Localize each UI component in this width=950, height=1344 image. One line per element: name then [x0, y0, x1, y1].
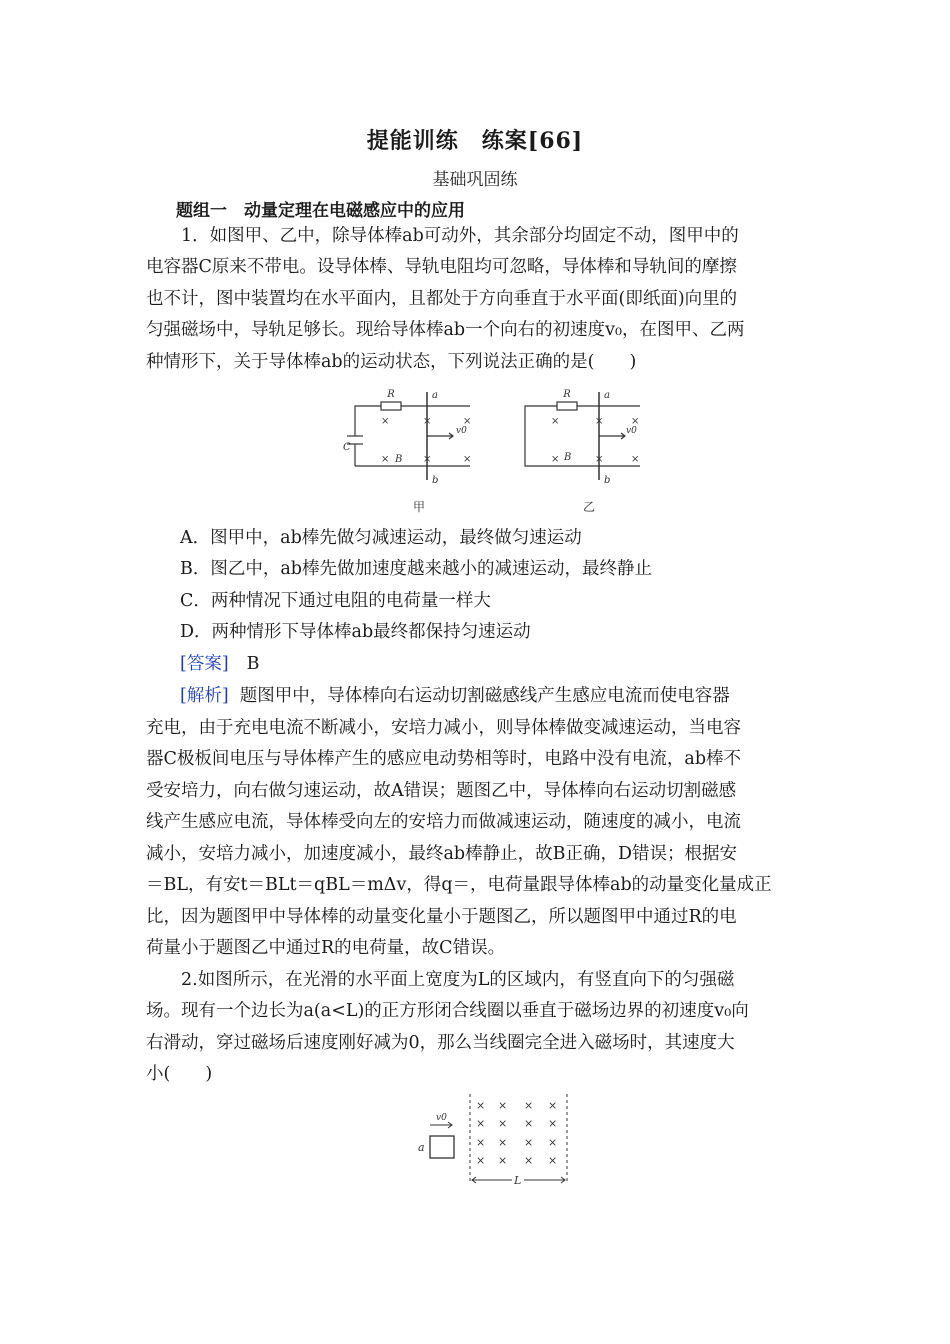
q2-line-1: 2.如图所示，在光滑的水平面上宽度为L的区域内，有竖直向下的匀强磁: [181, 970, 735, 990]
analysis-line-8: 比，因为题图甲中导体棒的动量变化量小于题图乙，所以题图甲中通过R的电: [146, 907, 737, 927]
section-subtitle: 基础巩固练: [432, 170, 518, 190]
jia-top-rail: [355, 406, 470, 436]
jia-label-R: R: [387, 389, 395, 400]
jia-label-b: b: [432, 475, 439, 486]
yi-label-R: R: [563, 389, 571, 400]
jia-cross: ×: [423, 416, 432, 427]
caption-yi: 乙: [583, 500, 596, 514]
yi-cross: ×: [595, 416, 604, 427]
field-cross: ×: [498, 1099, 508, 1112]
q2-label-a: a: [418, 1141, 425, 1154]
field-cross: ×: [548, 1117, 558, 1130]
yi-resistor: [557, 402, 577, 410]
analysis-line-3: 器C极板间电压与导体棒产生的感应电动势相等时，电路中没有电流，ab棒不: [146, 749, 742, 769]
q1-line-5: 种情形下，关于导体棒ab的运动状态，下列说法正确的是( ): [146, 352, 637, 372]
q2-label-L: L: [514, 1174, 522, 1187]
q2-line-3: 右滑动，穿过磁场后速度刚好减为0，那么当线圈完全进入磁场时，其速度大: [146, 1033, 735, 1053]
analysis-line-1: [180, 681, 806, 713]
field-cross: ×: [548, 1154, 558, 1167]
analysis-line-7: ＝BL，有安t＝BLt＝qBL＝mΔv，得q＝，电荷量跟导体棒ab的动量变化量成正: [146, 875, 772, 895]
analysis-line-1-text: 题图甲中，导体棒向右运动切割磁感线产生感应电流而使电容器: [239, 686, 730, 706]
q1-line-2: 电容器C原来不带电。设导体棒、导轨电阻均可忽略，导体棒和导轨间的摩擦: [146, 257, 737, 277]
q2-field-figure: [412, 1092, 578, 1192]
q2-line-2: 场。现有一个边长为a(a<L)的正方形闭合线圈以垂直于磁场边界的初速度v₀向: [146, 1001, 749, 1021]
yi-cross: ×: [595, 454, 604, 465]
jia-cross: ×: [381, 416, 390, 427]
q1-option-c: C．两种情况下通过电阻的电荷量一样大: [180, 591, 491, 611]
field-cross: ×: [498, 1154, 508, 1167]
yi-label-B: B: [564, 452, 572, 463]
yi-label-v0: v0: [626, 426, 637, 436]
jia-label-v0: v0: [456, 426, 467, 436]
yi-cross: ×: [551, 416, 560, 427]
jia-label-a: a: [432, 390, 438, 401]
jia-label-B: B: [395, 454, 403, 465]
jia-label-C: C: [343, 442, 351, 453]
analysis-line-2: 充电，由于充电电流不断减小，安培力减小，则导体棒做变减速运动，当电容: [146, 718, 741, 738]
q1-circuit-figure: [335, 384, 655, 520]
analysis-line-4: 受安培力，向右做匀速运动，故A错误；题图乙中，导体棒向右运动切割磁感: [146, 781, 737, 801]
q1-option-d: D．两种情形下导体棒ab最终都保持匀速运动: [180, 622, 531, 642]
square-coil: [430, 1136, 454, 1158]
field-cross: ×: [524, 1136, 534, 1149]
q1-option-b: B．图乙中，ab棒先做加速度越来越小的减速运动，最终静止: [180, 559, 652, 579]
field-cross: ×: [524, 1099, 534, 1112]
q1-line-4: 匀强磁场中，导轨足够长。现给导体棒ab一个向右的初速度v₀，在图甲、乙两: [146, 320, 745, 340]
jia-resistor: [381, 402, 401, 410]
field-cross: ×: [476, 1136, 486, 1149]
field-cross: ×: [476, 1117, 486, 1130]
field-cross: ×: [548, 1099, 558, 1112]
field-cross: ×: [524, 1117, 534, 1130]
field-cross: ×: [498, 1117, 508, 1130]
q1-option-a: A．图甲中，ab棒先做匀减速运动，最终做匀速运动: [180, 528, 582, 548]
yi-label-a: a: [604, 390, 610, 401]
jia-cross: ×: [463, 416, 472, 427]
q1-line-3: 也不计，图中装置均在水平面内，且都处于方向垂直于水平面(即纸面)向里的: [146, 289, 738, 309]
field-cross: ×: [498, 1136, 508, 1149]
analysis-tag: [解析]: [180, 686, 229, 706]
answer-tag: [答案]: [180, 654, 229, 674]
q2-line-4: 小( ): [146, 1064, 213, 1084]
q2-label-v0: v0: [436, 1113, 447, 1123]
yi-label-b: b: [604, 475, 611, 486]
caption-jia: 甲: [413, 500, 426, 514]
q1-answer: [180, 650, 260, 678]
yi-cross: ×: [631, 454, 640, 465]
group-heading: 题组一 动量定理在电磁感应中的应用: [176, 201, 465, 221]
jia-cross: ×: [381, 454, 390, 465]
page-title: 提能训练 练案[66]: [366, 128, 584, 154]
field-cross: ×: [476, 1154, 486, 1167]
yi-cross: ×: [551, 454, 560, 465]
answer-value: B: [246, 654, 260, 674]
jia-cross: ×: [463, 454, 472, 465]
q1-line-1: 1．如图甲、乙中，除导体棒ab可动外，其余部分均固定不动，图甲中的: [181, 226, 739, 246]
field-cross: ×: [476, 1099, 486, 1112]
jia-cross: ×: [423, 454, 432, 465]
analysis-line-6: 减小，安培力减小，加速度减小，最终ab棒静止，故B正确，D错误；根据安: [146, 844, 738, 864]
field-cross: ×: [548, 1136, 558, 1149]
yi-cross: ×: [631, 416, 640, 427]
field-cross: ×: [524, 1154, 534, 1167]
analysis-line-9: 荷量小于题图乙中通过R的电荷量，故C错误。: [146, 938, 506, 958]
analysis-line-5: 线产生感应电流，导体棒受向左的安培力而做减速运动，随速度的减小，电流: [146, 812, 741, 832]
